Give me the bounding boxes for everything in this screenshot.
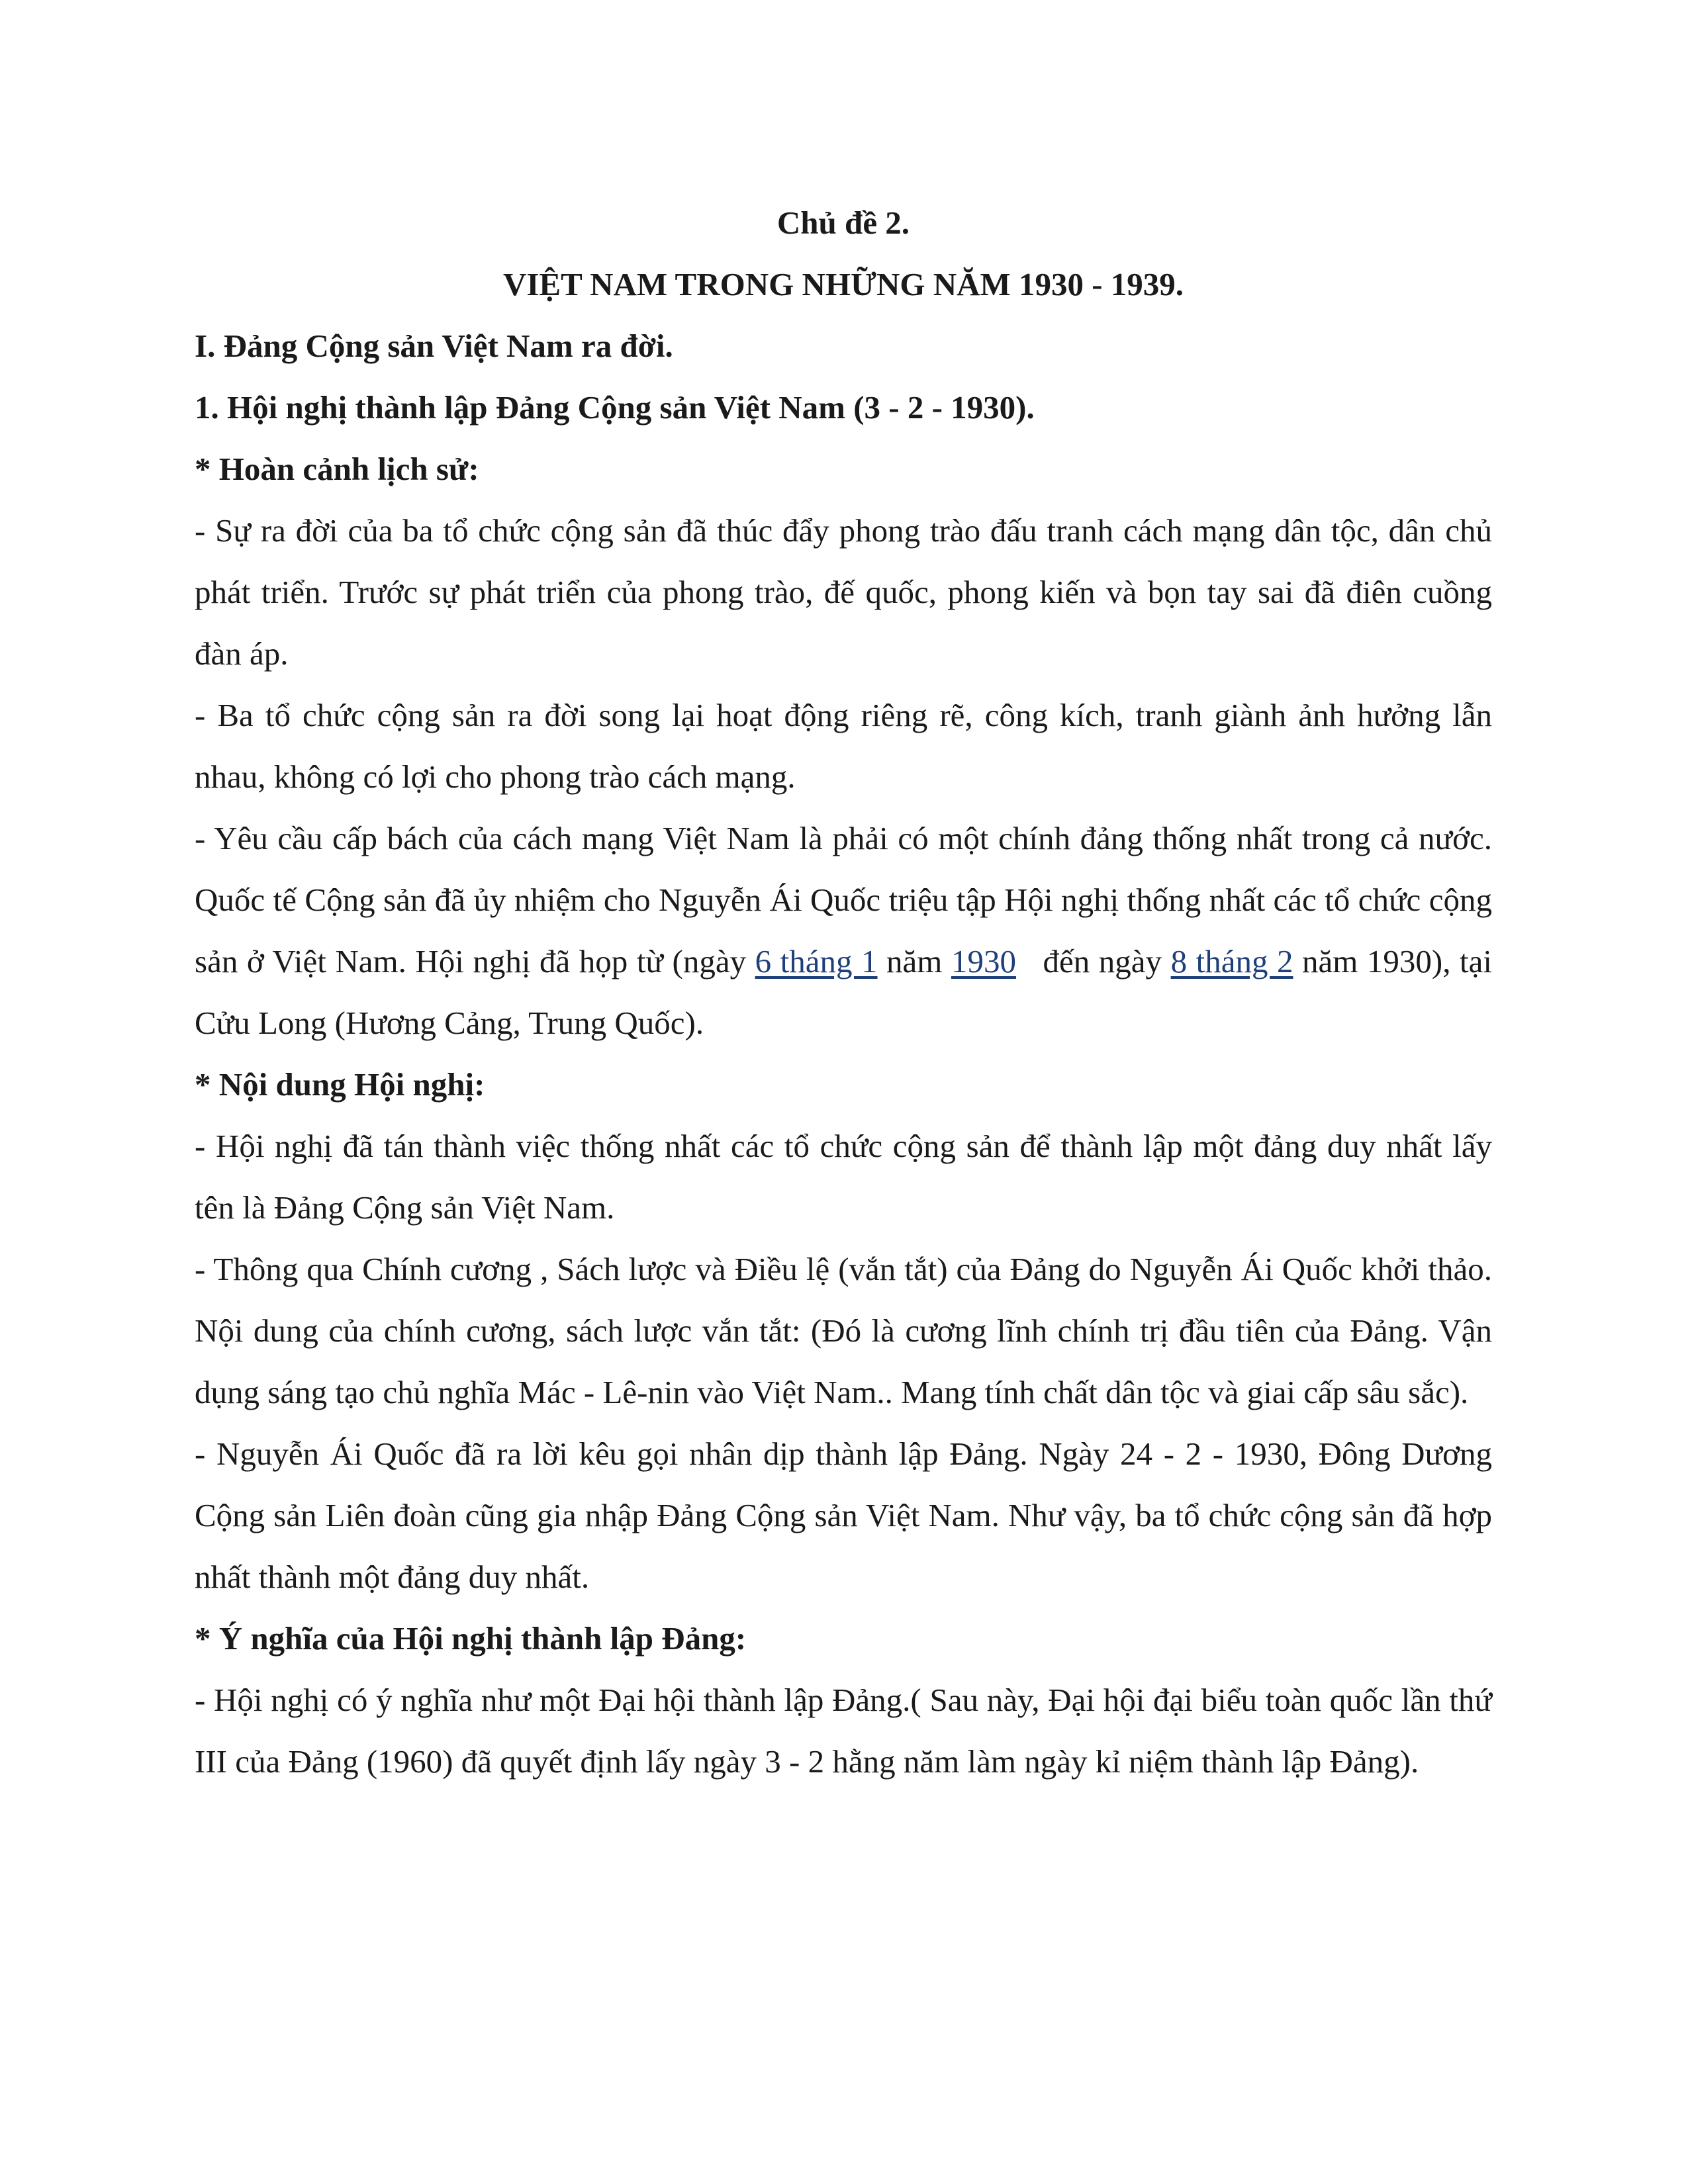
content-heading: * Nội dung Hội nghị: [195, 1066, 485, 1103]
context-paragraph-1: - Sự ra đời của ba tổ chức cộng sản đã thúc đẩy phong trào đấu tranh cách mạng dân tộc, dân chủ phát triển. Trước sự phát triển của phong trào, đế quốc, phong kiến và bọn tay sai đã điên cuồng đàn áp. [195, 512, 1492, 672]
content-paragraph-3: - Nguyễn Ái Quốc đã ra lời kêu gọi nhân dịp thành lập Đảng. Ngày 24 - 2 - 1930, Đông Dương Cộng sản Liên đoàn cũng gia nhập Đảng Cộng sản Việt Nam. Như vậy, ba tổ chức cộng sản đã hợp nhất thành một đảng duy nhất. [195, 1435, 1492, 1595]
date-link-8-feb[interactable]: 8 tháng 2 [1170, 943, 1293, 979]
topic-label: Chủ đề 2. [776, 205, 910, 241]
content-paragraph-1: - Hội nghị đã tán thành việc thống nhất các tổ chức cộng sản để thành lập một đảng duy nhất lấy tên là Đảng Cộng sản Việt Nam. [195, 1128, 1492, 1226]
context-heading: * Hoàn cảnh lịch sử: [195, 451, 479, 487]
subsection-heading: 1. Hội nghị thành lập Đảng Cộng sản Việt Nam (3 - 2 - 1930). [195, 389, 1035, 426]
context-paragraph-3 [195, 807, 1492, 1054]
context-text-1: - Yêu cầu cấp bách của cách mạng Việt Nam là phải có một chính đảng thống nhất trong cả nước. Quốc tế Cộng sản đã ủy nhiệm cho Nguyễn Ái Quốc triệu tập Hội nghị thống nhất các tổ chức cộng sản ở Việt Nam. Hội nghị đã họp từ (ngày [195, 820, 1492, 979]
context-text-3: đến ngày [1015, 943, 1171, 979]
context-text-2: năm [877, 943, 951, 979]
context-paragraph-2: - Ba tổ chức cộng sản ra đời song lại hoạt động riêng rẽ, công kích, tranh giành ảnh hưởng lẫn nhau, không có lợi cho phong trào cách mạng. [195, 697, 1492, 795]
date-link-6-jan[interactable]: 6 tháng 1 [755, 943, 878, 979]
context-text-4: năm 1930), tại Cửu Long (Hương Cảng, Trung Quốc). [195, 943, 1492, 1041]
document-page [195, 192, 1492, 1792]
significance-paragraph-1: - Hội nghị có ý nghĩa như một Đại hội thành lập Đảng.( Sau này, Đại hội đại biểu toàn quốc lần thứ III của Đảng (1960) đã quyết định lấy ngày 3 - 2 hằng năm làm ngày kỉ niệm thành lập Đảng). [195, 1682, 1492, 1780]
significance-heading: * Ý nghĩa của Hội nghị thành lập Đảng: [195, 1620, 747, 1657]
document-title: VIỆT NAM TRONG NHỮNG NĂM 1930 - 1939. [502, 266, 1184, 302]
section-heading: I. Đảng Cộng sản Việt Nam ra đời. [195, 328, 673, 364]
content-paragraph-2: - Thông qua Chính cương , Sách lược và Điều lệ (vắn tắt) của Đảng do Nguyễn Ái Quốc khởi thảo. Nội dung của chính cương, sách lược vắn tắt: (Đó là cương lĩnh chính trị đầu tiên của Đảng. Vận dụng sáng tạo chủ nghĩa Mác - Lê-nin vào Việt Nam.. Mang tính chất dân tộc và giai cấp sâu sắc). [195, 1251, 1492, 1410]
year-link-1930[interactable]: 1930 [951, 943, 1016, 979]
